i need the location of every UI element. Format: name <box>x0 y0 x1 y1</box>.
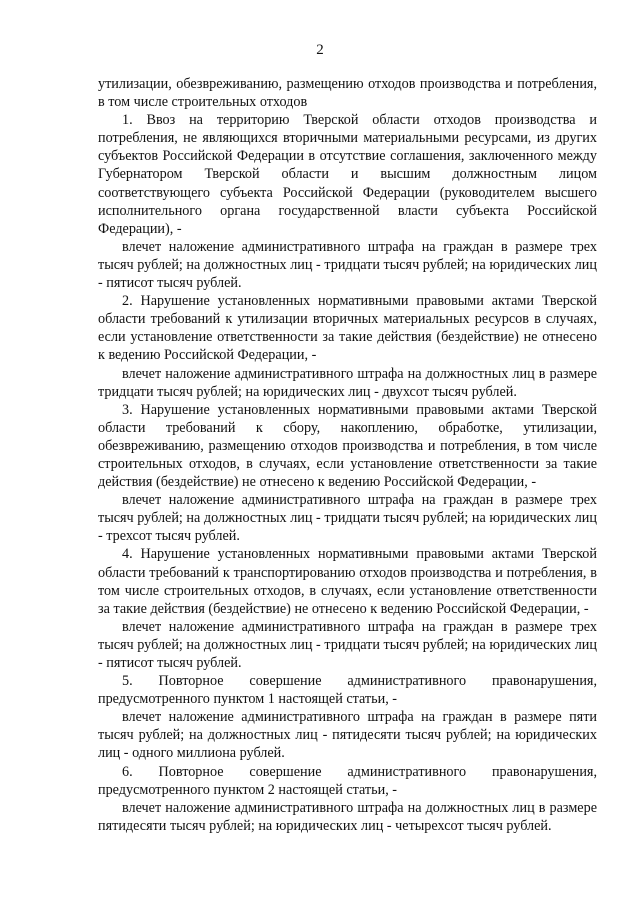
paragraph-item-4: 4. Нарушение установленных нормативными правовыми актами Тверской области требований к транспортированию отходов производства и потребления, в том числе строительных отходов, в случаях, если установление ответственности за такие действия (бездействие) не отнесено к ведению Российской Федерации, - <box>98 546 597 617</box>
paragraph-penalty-5: влечет наложение административного штрафа на граждан в размере пяти тысяч рублей; на должностных лиц - пятидесяти тысяч рублей; на юридических лиц - одного миллиона рублей. <box>98 709 597 762</box>
paragraph-penalty-6: влечет наложение административного штрафа на должностных лиц в размере пятидесяти тысяч рублей; на юридических лиц - четырехсот тысяч рублей. <box>98 799 597 834</box>
paragraph-item-5: 5. Повторное совершение административного правонарушения, предусмотренного пунктом 1 настоящей статьи, - <box>98 673 597 708</box>
paragraph-continuation: утилизации, обезвреживанию, размещению отходов производства и потребления, в том числе строительных отходов <box>98 76 597 111</box>
document-body <box>98 75 597 835</box>
paragraph-penalty-3: влечет наложение административного штрафа на граждан в размере трех тысяч рублей; на должностных лиц - тридцати тысяч рублей; на юридических лиц - трехсот тысяч рублей. <box>98 492 597 545</box>
paragraph-item-1: 1. Ввоз на территорию Тверской области отходов производства и потребления, не являющихся вторичными материальными ресурсами, из других субъектов Российской Федерации в отсутствие соглашения, заключенного между Губернатором Тверской области и высшим должностным лицом соответствующего субъекта Российской Федерации (руководителем высшего исполнительного органа государственной власти субъекта Российской Федерации), - <box>98 112 597 237</box>
paragraph-item-3: 3. Нарушение установленных нормативными правовыми актами Тверской области требований к сбору, накоплению, обработке, утилизации, обезвреживанию, размещению отходов производства и потребления, в том числе строительных отходов, в случаях, если установление ответственности за такие действия (бездействие) не отнесено к ведению Российской Федерации, - <box>98 401 597 491</box>
page-number: 2 <box>316 42 324 58</box>
paragraph-penalty-2: влечет наложение административного штрафа на должностных лиц в размере тридцати тысяч рублей; на юридических лиц - двухсот тысяч рублей. <box>98 365 597 400</box>
paragraph-penalty-1: влечет наложение административного штрафа на граждан в размере трех тысяч рублей; на должностных лиц - тридцати тысяч рублей; на юридических лиц - пятисот тысяч рублей. <box>98 238 597 292</box>
paragraph-penalty-4: влечет наложение административного штрафа на граждан в размере трех тысяч рублей; на должностных лиц - тридцати тысяч рублей; на юридических лиц - пятисот тысяч рублей. <box>98 618 597 671</box>
paragraph-item-6: 6. Повторное совершение административного правонарушения, предусмотренного пунктом 2 настоящей статьи, - <box>98 763 597 798</box>
paragraph-item-2: 2. Нарушение установленных нормативными правовыми актами Тверской области требований к утилизации вторичных материальных ресурсов в случаях, если установление ответственности за такие действия (бездействие) не отнесено к ведению Российской Федерации, - <box>98 293 597 364</box>
